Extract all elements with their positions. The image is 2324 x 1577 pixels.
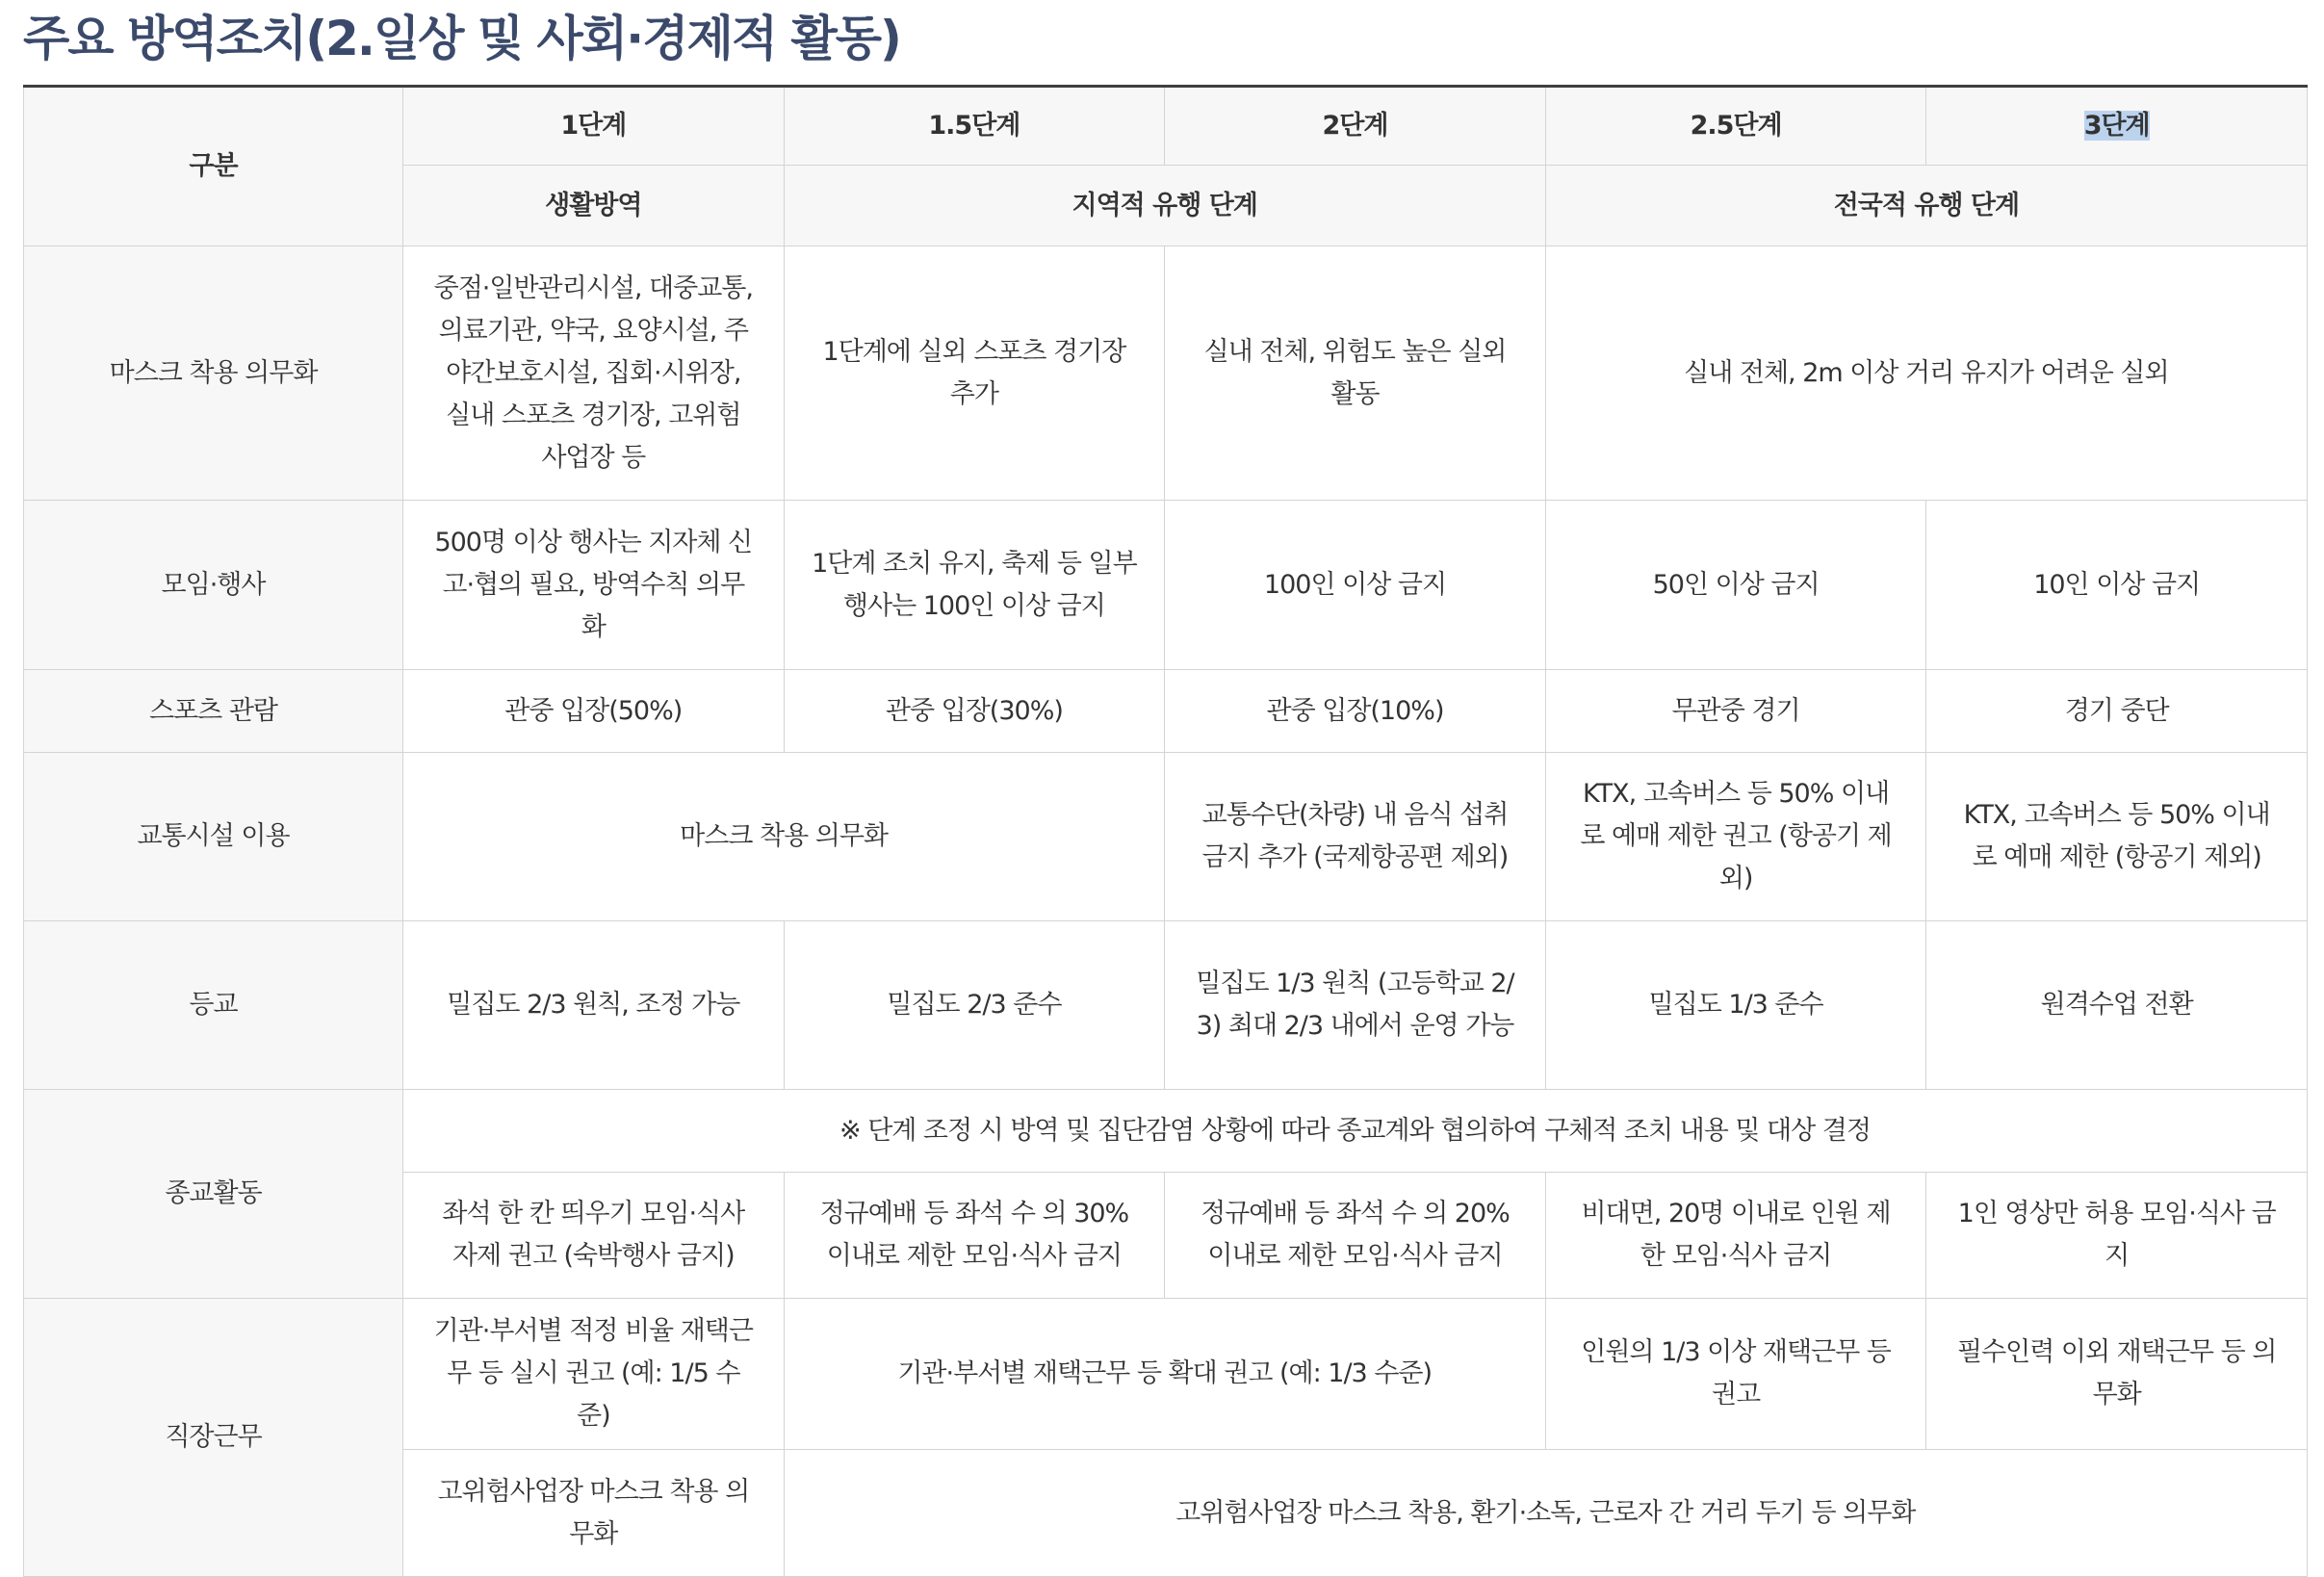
- measures-table: [23, 85, 2308, 1577]
- cell-religion-note: ※ 단계 조정 시 방역 및 집단감염 상황에 따라 종교계와 협의하여 구체적 조치 내용 및 대상 결정: [403, 1090, 2308, 1173]
- cell-religion-stage-1: 좌석 한 칸 띄우기 모임·식사 자제 권고 (숙박행사 금지): [403, 1173, 785, 1299]
- cell-gathering-stage-1-5: 1단계 조치 유지, 축제 등 일부 행사는 100인 이상 금지: [784, 501, 1165, 670]
- header-stage-3-selected-text[interactable]: 3단계: [2083, 111, 2150, 141]
- page-title: 주요 방역조치(2.일상 및 사회·경제적 활동): [23, 11, 900, 66]
- cell-transit-stage-2-5: KTX, 고속버스 등 50% 이내로 예매 제한 권고 (항공기 제외): [1545, 753, 1926, 921]
- table-row-transit: [24, 753, 2308, 921]
- measures-table-container: [23, 85, 2307, 1577]
- row-label-mask: 마스크 착용 의무화: [24, 246, 403, 501]
- cell-transit-stage-1-1-5: 마스크 착용 의무화: [403, 753, 1165, 921]
- table-row-gathering: [24, 501, 2308, 670]
- table-row-school: [24, 921, 2308, 1090]
- cell-gathering-stage-1: 500명 이상 행사는 지자체 신고·협의 필요, 방역수칙 의무화: [403, 501, 785, 670]
- cell-religion-stage-2: 정규예배 등 좌석 수 의 20% 이내로 제한 모임·식사 금지: [1165, 1173, 1546, 1299]
- table-row-sports: [24, 670, 2308, 753]
- cell-workplace-stage-3: 필수인력 이외 재택근무 등 의무화: [1926, 1299, 2308, 1450]
- cell-religion-stage-1-5: 정규예배 등 좌석 수 의 30% 이내로 제한 모임·식사 금지: [784, 1173, 1165, 1299]
- cell-gathering-stage-3: 10인 이상 금지: [1926, 501, 2308, 670]
- header-stage-2-5: 2.5단계: [1545, 87, 1926, 166]
- header-stage-3: [1926, 87, 2308, 166]
- cell-workplace-mask-others: 고위험사업장 마스크 착용, 환기·소독, 근로자 간 거리 두기 등 의무화: [784, 1450, 2307, 1577]
- cell-workplace-mask-stage-1: 고위험사업장 마스크 착용 의무화: [403, 1450, 785, 1577]
- cell-sports-stage-1: 관중 입장(50%): [403, 670, 785, 753]
- header-category: 구분: [24, 87, 403, 246]
- cell-religion-stage-3: 1인 영상만 허용 모임·식사 금지: [1926, 1173, 2308, 1299]
- cell-transit-stage-3: KTX, 고속버스 등 50% 이내로 예매 제한 (항공기 제외): [1926, 753, 2308, 921]
- header-group-daily: 생활방역: [403, 166, 785, 246]
- cell-mask-stage-2: 실내 전체, 위험도 높은 실외 활동: [1165, 246, 1546, 501]
- cell-mask-stage-2-5-3: 실내 전체, 2m 이상 거리 유지가 어려운 실외: [1545, 246, 2307, 501]
- cell-gathering-stage-2-5: 50인 이상 금지: [1545, 501, 1926, 670]
- cell-religion-stage-2-5: 비대면, 20명 이내로 인원 제한 모임·식사 금지: [1545, 1173, 1926, 1299]
- header-group-regional: 지역적 유행 단계: [784, 166, 1545, 246]
- cell-mask-stage-1: 중점·일반관리시설, 대중교통, 의료기관, 약국, 요양시설, 주야간보호시설, 집회·시위장, 실내 스포츠 경기장, 고위험 사업장 등: [403, 246, 785, 501]
- cell-sports-stage-3: 경기 중단: [1926, 670, 2308, 753]
- cell-school-stage-2-5: 밀집도 1/3 준수: [1545, 921, 1926, 1090]
- table-row-mask: [24, 246, 2308, 501]
- cell-workplace-stage-1: 기관·부서별 적정 비율 재택근무 등 실시 권고 (예: 1/5 수준): [403, 1299, 785, 1450]
- row-label-religion: 종교활동: [24, 1090, 403, 1299]
- cell-school-stage-3: 원격수업 전환: [1926, 921, 2308, 1090]
- table-row-workplace: [24, 1299, 2308, 1450]
- header-stage-1: 1단계: [403, 87, 785, 166]
- table-row-religion-note: [24, 1090, 2308, 1173]
- cell-sports-stage-2-5: 무관중 경기: [1545, 670, 1926, 753]
- row-label-gathering: 모임·행사: [24, 501, 403, 670]
- cell-sports-stage-2: 관중 입장(10%): [1165, 670, 1546, 753]
- header-stage-2: 2단계: [1165, 87, 1546, 166]
- row-label-school: 등교: [24, 921, 403, 1090]
- row-label-transit: 교통시설 이용: [24, 753, 403, 921]
- cell-workplace-stage-2-5: 인원의 1/3 이상 재택근무 등 권고: [1545, 1299, 1926, 1450]
- cell-school-stage-2: 밀집도 1/3 원칙 (고등학교 2/3) 최대 2/3 내에서 운영 가능: [1165, 921, 1546, 1090]
- header-group-national: 전국적 유행 단계: [1545, 166, 2307, 246]
- header-row-stages: [24, 87, 2308, 166]
- cell-school-stage-1-5: 밀집도 2/3 준수: [784, 921, 1165, 1090]
- row-label-sports: 스포츠 관람: [24, 670, 403, 753]
- header-stage-1-5: 1.5단계: [784, 87, 1165, 166]
- cell-transit-stage-2: 교통수단(차량) 내 음식 섭취 금지 추가 (국제항공편 제외): [1165, 753, 1546, 921]
- row-label-workplace: 직장근무: [24, 1299, 403, 1577]
- cell-school-stage-1: 밀집도 2/3 원칙, 조정 가능: [403, 921, 785, 1090]
- cell-gathering-stage-2: 100인 이상 금지: [1165, 501, 1546, 670]
- cell-sports-stage-1-5: 관중 입장(30%): [784, 670, 1165, 753]
- cell-mask-stage-1-5: 1단계에 실외 스포츠 경기장 추가: [784, 246, 1165, 501]
- cell-workplace-stage-1-5-2: 기관·부서별 재택근무 등 확대 권고 (예: 1/3 수준): [784, 1299, 1545, 1450]
